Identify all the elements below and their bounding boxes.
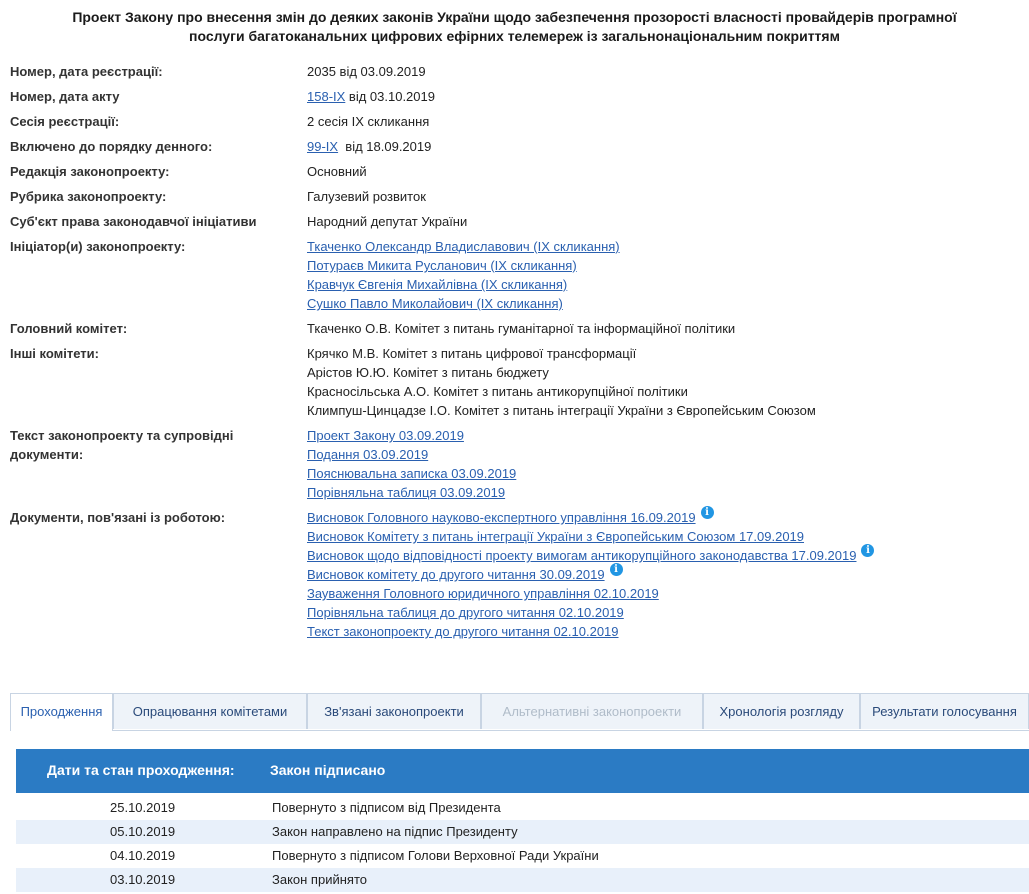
row-date: 04.10.2019	[110, 848, 176, 863]
label-main-committee: Головний комітет:	[10, 321, 128, 336]
page-title-line-2: послуги багатоканальних цифрових ефірних телемереж із загальнонаціональним покриттям	[189, 28, 840, 44]
act-link[interactable]: 158-IX	[307, 89, 346, 104]
label-act: Номер, дата акту	[10, 89, 120, 104]
passage-table-body	[16, 796, 1029, 892]
tab-voting[interactable]: Результати голосування	[860, 693, 1029, 729]
tab-alternative: Альтернативні законопроекти	[481, 693, 703, 729]
docs-list	[307, 508, 1020, 641]
row-text: Повернуто з підписом Голови Верховної Ради України	[272, 848, 599, 863]
value-edition: Основний	[307, 164, 367, 179]
row-date: 25.10.2019	[110, 800, 176, 815]
label-registration: Номер, дата реєстрації:	[10, 64, 163, 79]
row-date: 05.10.2019	[110, 824, 176, 839]
label-other-committees: Інші комітети:	[10, 346, 99, 361]
document-link[interactable]: Висновок Головного науково-експертного управління 16.09.2019	[307, 510, 696, 525]
initiator-link[interactable]: Ткаченко Олександр Владиславович (IX скликання)	[307, 239, 620, 254]
passage-header-label: Дати та стан проходження:	[47, 762, 235, 778]
value-subject: Народний депутат України	[307, 214, 468, 229]
info-icon[interactable]: i	[701, 506, 714, 519]
tab-passage[interactable]: Проходження	[10, 693, 113, 731]
document-link[interactable]: Проект Закону 03.09.2019	[307, 428, 464, 443]
committee-item: Арістов Ю.Ю. Комітет з питань бюджету	[307, 365, 549, 380]
info-row-registration	[10, 62, 1020, 81]
label-subject: Суб'єкт права законодавчої ініціативи	[10, 214, 257, 229]
info-row-other-committees	[10, 344, 1020, 420]
info-icon[interactable]: i	[861, 544, 874, 557]
agenda-date: від 18.09.2019	[338, 139, 432, 154]
label-initiators: Ініціатор(и) законопроекту:	[10, 239, 186, 254]
passage-table-header	[16, 749, 1029, 793]
label-agenda: Включено до порядку денного:	[10, 139, 213, 154]
initiators-list	[307, 237, 1020, 313]
initiator-link[interactable]: Потураєв Микита Русланович (IX скликання)	[307, 258, 577, 273]
document-link[interactable]: Пояснювальна записка 03.09.2019	[307, 466, 517, 481]
tab-committees[interactable]: Опрацювання комітетами	[113, 693, 307, 729]
doc-line	[307, 603, 1020, 622]
initiator-link[interactable]: Кравчук Євгенія Михайлівна (IX скликання)	[307, 277, 568, 292]
label-texts: Текст законопроекту та супровідні документи:	[10, 428, 234, 462]
tab-bar	[10, 693, 1029, 731]
table-row	[16, 868, 1029, 892]
value-agenda	[307, 137, 1020, 156]
label-edition: Редакція законопроекту:	[10, 164, 170, 179]
info-icon[interactable]: i	[610, 563, 623, 576]
table-row	[16, 820, 1029, 844]
value-act	[307, 87, 1020, 106]
tab-chronology[interactable]: Хронологія розгляду	[703, 693, 860, 729]
other-committees-list	[307, 344, 1020, 420]
info-row-initiators	[10, 237, 1020, 313]
passage-header-status: Закон підписано	[270, 762, 386, 778]
agenda-link[interactable]: 99-IX	[307, 139, 339, 154]
act-date: від 03.10.2019	[345, 89, 435, 104]
info-row-edition	[10, 162, 1020, 181]
document-link[interactable]: Подання 03.09.2019	[307, 447, 429, 462]
label-rubric: Рубрика законопроекту:	[10, 189, 167, 204]
committee-item: Климпуш-Цинцадзе І.О. Комітет з питань інтеграції України з Європейським Союзом	[307, 403, 816, 418]
row-text: Закон направлено на підпис Президенту	[272, 824, 518, 839]
info-row-rubric	[10, 187, 1020, 206]
document-link[interactable]: Висновок комітету до другого читання 30.09.2019	[307, 567, 605, 582]
info-row-texts	[10, 426, 1020, 502]
label-session: Сесія реєстрації:	[10, 114, 120, 129]
value-main-committee: Ткаченко О.В. Комітет з питань гуманітарної та інформаційної політики	[307, 321, 736, 336]
page-title-line-1: Проект Закону про внесення змін до деяких законів України щодо забезпечення прозорості власності провайдерів програмної	[72, 9, 957, 25]
document-link[interactable]: Текст законопроекту до другого читання 02.10.2019	[307, 624, 619, 639]
info-row-agenda	[10, 137, 1020, 156]
document-link[interactable]: Висновок Комітету з питань інтеграції України з Європейським Союзом 17.09.2019	[307, 529, 805, 544]
table-row	[16, 844, 1029, 868]
info-row-main-committee	[10, 319, 1020, 338]
doc-line	[307, 546, 1020, 565]
doc-line	[307, 565, 1020, 584]
page-title	[0, 8, 1029, 46]
info-row-subject	[10, 212, 1020, 231]
initiator-link[interactable]: Сушко Павло Миколайович (IX скликання)	[307, 296, 563, 311]
table-row	[16, 796, 1029, 820]
label-docs: Документи, пов'язані із роботою:	[10, 510, 226, 525]
doc-line	[307, 527, 1020, 546]
row-date: 03.10.2019	[110, 872, 176, 887]
committee-item: Красносільська А.О. Комітет з питань антикорупційної політики	[307, 384, 688, 399]
row-text: Закон прийнято	[272, 872, 367, 887]
document-link[interactable]: Висновок щодо відповідності проекту вимогам антикорупційного законодавства 17.09.2019	[307, 548, 857, 563]
info-row-act	[10, 87, 1020, 106]
value-registration: 2035 від 03.09.2019	[307, 64, 426, 79]
info-row-session	[10, 112, 1020, 131]
committee-item: Крячко М.В. Комітет з питань цифрової трансформації	[307, 346, 637, 361]
document-link[interactable]: Порівняльна таблиця до другого читання 02.10.2019	[307, 605, 624, 620]
bill-info	[10, 62, 1020, 647]
doc-line	[307, 508, 1020, 527]
value-session: 2 сесія IX скликання	[307, 114, 430, 129]
doc-line	[307, 584, 1020, 603]
doc-line	[307, 622, 1020, 641]
document-link[interactable]: Зауваження Головного юридичного управління 02.10.2019	[307, 586, 659, 601]
info-row-docs	[10, 508, 1020, 641]
value-rubric: Галузевий розвиток	[307, 189, 426, 204]
texts-list	[307, 426, 1020, 502]
tab-related[interactable]: Зв'язані законопроекти	[307, 693, 481, 729]
document-link[interactable]: Порівняльна таблиця 03.09.2019	[307, 485, 506, 500]
row-text: Повернуто з підписом від Президента	[272, 800, 501, 815]
